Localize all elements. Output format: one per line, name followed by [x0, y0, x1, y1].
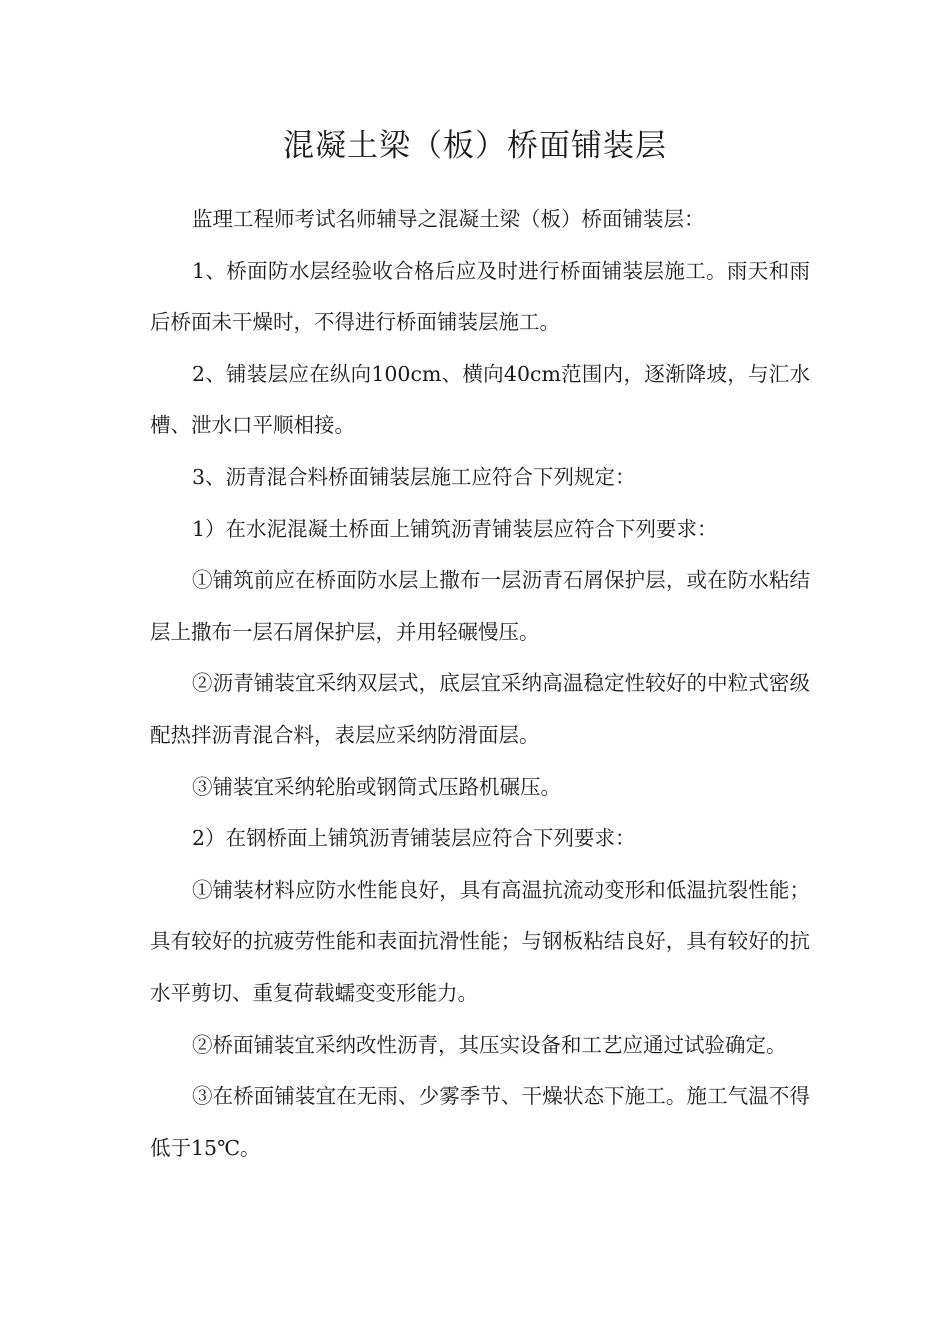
paragraph-point-2-2: ②桥面铺装宜采纳改性沥青，其压实设备和工艺应通过试验确定。	[192, 1032, 787, 1057]
document-body	[150, 194, 810, 1174]
paragraph-item-1: 1、桥面防水层经验收合格后应及时进行桥面铺装层施工。雨天和雨后桥面未干燥时，不得进行桥面铺装层施工。	[150, 258, 810, 335]
paragraph-item-3: 3、沥青混合料桥面铺装层施工应符合下列规定：	[192, 464, 636, 489]
paragraph-subitem-1: 1）在水泥混凝土桥面上铺筑沥青铺装层应符合下列要求：	[192, 516, 718, 541]
paragraph-item-2: 2、铺装层应在纵向100cm、横向40cm范围内，逐渐降坡，与汇水槽、泄水口平顺相接。	[150, 361, 810, 438]
paragraph-point-2-3: ③在桥面铺装宜在无雨、少雾季节、干燥状态下施工。施工气温不得低于15℃。	[150, 1084, 810, 1160]
intro-paragraph: 监理工程师考试名师辅导之混凝土梁（板）桥面铺装层：	[192, 207, 705, 231]
paragraph-subitem-2: 2）在钢桥面上铺筑沥青铺装层应符合下列要求：	[192, 826, 636, 851]
document-title: 混凝土梁（板）桥面铺装层	[283, 128, 667, 164]
paragraph-point-2-1: ①铺装材料应防水性能良好，具有高温抗流动变形和低温抗裂性能；具有较好的抗疲劳性能和表面抗滑性能；与钢板粘结良好，具有较好的抗水平剪切、重复荷载蠕变变形能力。	[150, 877, 810, 1005]
paragraph-point-1-3: ③铺装宜采纳轮胎或钢筒式压路机碾压。	[192, 774, 561, 799]
paragraph-point-1-1: ①铺筑前应在桥面防水层上撒布一层沥青石屑保护层，或在防水粘结层上撒布一层石屑保护层，并用轻碾慢压。	[150, 568, 810, 644]
paragraph-point-1-2: ②沥青铺装宜采纳双层式，底层宜采纳高温稳定性较好的中粒式密级配热拌沥青混合料，表层应采纳防滑面层。	[150, 671, 810, 747]
